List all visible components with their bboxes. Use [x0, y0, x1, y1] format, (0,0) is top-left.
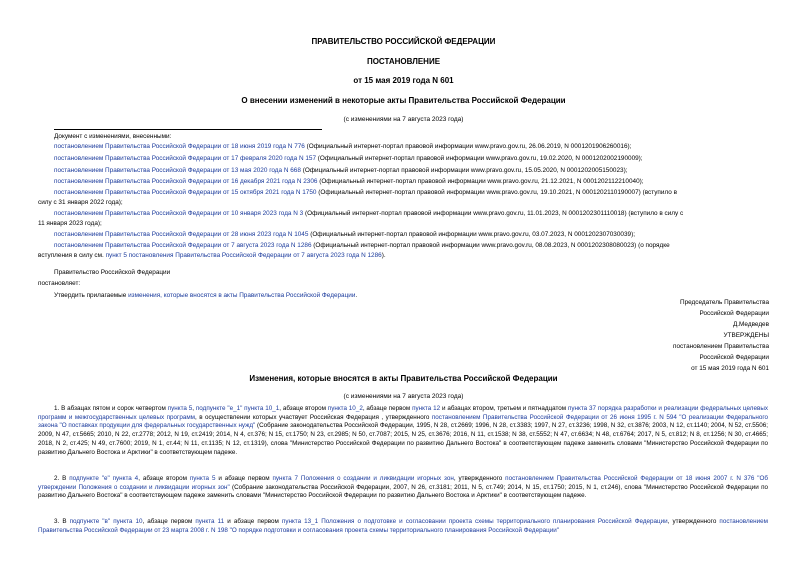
- paragraph-text: и абзаце первом: [215, 475, 273, 482]
- paragraph-text: ,: [192, 405, 196, 412]
- approve-line: Утвердить прилагаемые изменения, которые вносятся в акты Правительства Российской Федерации.: [54, 292, 358, 299]
- reference-link[interactable]: постановлением Правительства Российской Федерации от 23 марта 2008 г. N 198 "О порядке подготовки и согласования проекта схемы территориального планирования Российской Федерации": [38, 518, 768, 534]
- date-number-heading: от 15 мая 2019 года N 601: [353, 76, 454, 85]
- amendment-link[interactable]: пункт 5 постановления Правительства Российской Федерации от 7 августа 2023 года N 1286: [105, 252, 382, 259]
- amendment-item-6: постановлением Правительства Российской Федерации от 10 января 2023 года N 3 (Официальный интернет-портал правовой информации www.pravo.gov.ru, 11.01.2023, N 0001202301110018) (вступило в силу с: [54, 210, 684, 217]
- reference-link[interactable]: подпункте "е_1" пункта 10_1: [195, 405, 280, 412]
- changes-title: Изменения, которые вносятся в акты Правительства Российской Федерации: [249, 374, 558, 383]
- org-heading: ПРАВИТЕЛЬСТВО РОССИЙСКОЙ ФЕДЕРАЦИИ: [311, 37, 496, 46]
- paragraph-text: и абзацах втором, третьем и пятнадцатом: [440, 405, 568, 412]
- paragraph-text: (Собрание законодательства Российской Федерации, 1995, N 28, ст.2669; 1996, N 28, ст.3383; 1997, N 27, ст.3236; 1998, N 32, ст.3876; 2003, N 12, ст.1140; 2004, N 52, ст.5506; 2009, N 47, ст.5665; 2010, N 22, ст.2778; 2012, N 19, ст.2419; 2014, N 4, ст.376; N 15, ст.1750; N 23, ст.2985; N 50, ст.7087; 2015, N 25, ст.3676; 2016, N 11, ст.1538; N 38, ст.5552; N 47, ст.6634; N 48, ст.6764; 2017, N 5, ст.812; N 8, ст.1256; N 30, ст.4665; 2018, N 2, ст.425; N 49, ст.7600; 2019, N 1, ст.44; N 11, ст.1135; N 12, ст.1319), слова "Министерство Российской Федерации по развитию Дальнего Востока" в соответствующем падеже заменить словами "Министерство Российской Федерации по развитию Дальнего Востока и Арктики" в соответствующем падеже.: [38, 422, 768, 456]
- paragraph-text: , абзаце втором: [279, 405, 328, 412]
- reference-link[interactable]: пункта 10_2: [327, 405, 363, 412]
- amendment-link[interactable]: постановлением Правительства Российской Федерации от 28 июня 2023 года N 1045: [54, 231, 309, 238]
- amendment-link[interactable]: постановлением Правительства Российской Федерации от 15 октября 2021 года N 1750: [54, 189, 317, 196]
- paragraph-text: 3. В: [54, 518, 70, 525]
- reference-link[interactable]: пункта 5: [167, 405, 193, 412]
- paragraph-text: , абзаце первом: [362, 405, 413, 412]
- paragraph-text: , утвержденного: [453, 475, 506, 482]
- change-paragraph-2: [38, 475, 768, 501]
- amendment-item-3: постановлением Правительства Российской Федерации от 13 мая 2020 года N 668 (Официальный интернет-портал правовой информации www.pravo.gov.ru, 15.05.2020, N 0001202005150023);: [54, 167, 628, 174]
- amendment-item-5-cont: силу с 31 января 2022 года);: [38, 199, 123, 206]
- doc-type-heading: ПОСТАНОВЛЕНИЕ: [366, 57, 441, 66]
- paragraph-text: , в осуществлении которых участвует Российская Федерация , утвержденного: [195, 413, 432, 421]
- reference-link[interactable]: пункта 7 Положения о создании и ликвидации игорных зон: [272, 475, 454, 482]
- reference-link[interactable]: постановлением Правительства Российской Федерации от 26 июня 1995 г. N 594 "О реализации Федерального закона "О поставках продукции для федеральных государственных нужд": [38, 413, 769, 430]
- reference-link[interactable]: подпункте "е" пункта 4: [69, 475, 139, 482]
- amendment-item-4: постановлением Правительства Российской Федерации от 16 декабря 2021 года N 2306 (Официальный интернет-портал правовой информации www.pravo.gov.ru, 21.12.2021, N 0001202112210040);: [54, 178, 644, 185]
- amendment-item-7: постановлением Правительства Российской Федерации от 28 июня 2023 года N 1045 (Официальный интернет-портал правовой информации www.pravo.gov.ru, 03.07.2023, N 0001202307030039);: [54, 231, 635, 238]
- paragraph-text: , абзаце первом: [142, 518, 196, 525]
- paragraph-text: 2. В: [54, 475, 70, 482]
- reference-link[interactable]: подпункте "в" пункта 10: [69, 518, 143, 525]
- amendment-link[interactable]: постановлением Правительства Российской Федерации от 7 августа 2023 года N 1286: [54, 242, 312, 249]
- amendment-item-8: постановлением Правительства Российской Федерации от 7 августа 2023 года N 1286 (Официальный интернет-портал правовой информации www.pravo.gov.ru, 08.08.2023, N 0001202308080023) (о порядке: [54, 242, 670, 249]
- changes-link[interactable]: изменения, которые вносятся в акты Правительства Российской Федерации: [128, 292, 356, 299]
- reference-link[interactable]: пункта 13_1 Положения о подготовке и согласовании проекта схемы территориального планирования Российской Федерации: [281, 518, 668, 525]
- reference-link[interactable]: пункта 11: [195, 518, 225, 525]
- amendment-item-6-cont: 11 января 2023 года);: [38, 220, 102, 227]
- approval-line-3: Российской Федерации: [699, 354, 769, 361]
- signature-role-1: Председатель Правительства: [680, 299, 769, 306]
- amendment-link[interactable]: постановлением Правительства Российской Федерации от 18 июня 2019 года N 776: [54, 143, 305, 150]
- amendment-item-1: постановлением Правительства Российской Федерации от 18 июня 2019 года N 776 (Официальный интернет-портал правовой информации www.pravo.gov.ru, 26.06.2019, N 0001201906260016);: [54, 143, 632, 150]
- amendment-link[interactable]: постановлением Правительства Российской Федерации от 10 января 2023 года N 3: [54, 210, 304, 217]
- paragraph-text: (Собрание законодательства Российской Федерации, 2007, N 26, ст.3181; 2011, N 5, ст.749; 2014, N 15, ст.1750; 2015, N 1, ст.246), слова "Министерство Российской Федерации по развитию Дальнего Востока" в соответствующем падеже заменить словами "Министерство Российской Федерации по развитию Дальнего Востока и Арктики" в соответствующем падеже.: [38, 483, 768, 500]
- amendment-item-5: постановлением Правительства Российской Федерации от 15 октября 2021 года N 1750 (Официальный интернет-портал правовой информации www.pravo.gov.ru, 19.10.2021, N 0001202110190007) (вступило в: [54, 189, 677, 196]
- amendments-intro: Документ с изменениями, внесенными:: [54, 133, 172, 140]
- changes-revision-note: (с изменениями на 7 августа 2023 года): [343, 393, 464, 400]
- reference-link[interactable]: пункта 5: [189, 475, 216, 482]
- reference-link[interactable]: пункта 12: [412, 405, 441, 412]
- paragraph-text: 1. В абзацах пятом и сорок четвертом: [54, 405, 168, 412]
- amendment-link[interactable]: постановлением Правительства Российской Федерации от 16 декабря 2021 года N 2306: [54, 178, 318, 185]
- approval-line-4: от 15 мая 2019 года N 601: [691, 365, 769, 372]
- amendment-link[interactable]: постановлением Правительства Российской Федерации от 13 мая 2020 года N 668: [54, 167, 301, 174]
- amendment-item-2: постановлением Правительства Российской Федерации от 17 февраля 2020 года N 157 (Официальный интернет-портал правовой информации www.pravo.gov.ru, 19.02.2020, N 0001202002190009);: [54, 155, 643, 162]
- approval-stamp: УТВЕРЖДЕНЫ: [723, 332, 769, 339]
- amendment-item-8-cont: вступления в силу см. пункт 5 постановления Правительства Российской Федерации от 7 августа 2023 года N 1286).: [38, 252, 386, 259]
- paragraph-text: , утвержденного: [667, 518, 720, 525]
- signature-role-2: Российской Федерации: [699, 310, 769, 317]
- resolves-line: постановляет:: [38, 280, 81, 287]
- divider: [54, 129, 322, 130]
- amendment-link[interactable]: постановлением Правительства Российской Федерации от 17 февраля 2020 года N 157: [54, 155, 317, 162]
- revision-note: (с изменениями на 7 августа 2023 года): [343, 116, 464, 123]
- approval-line-2: постановлением Правительства: [673, 343, 769, 350]
- document-title: О внесении изменений в некоторые акты Правительства Российской Федерации: [241, 96, 566, 105]
- government-line: Правительство Российской Федерации: [54, 269, 171, 276]
- signature-name: Д.Медведев: [732, 321, 769, 328]
- change-paragraph-1: [38, 405, 768, 457]
- paragraph-text: и абзаце первом: [224, 518, 282, 525]
- change-paragraph-3: [38, 518, 768, 535]
- reference-link[interactable]: пункта 37 порядка разработки и реализации федеральных целевых программ и межгосударственных целевых программ: [38, 405, 768, 421]
- paragraph-text: , абзаце втором: [138, 475, 190, 482]
- reference-link[interactable]: постановлением Правительства Российской Федерации от 18 июня 2007 г. N 376 "Об утверждении Положения о создании и ликвидации игорных зон": [38, 475, 768, 491]
